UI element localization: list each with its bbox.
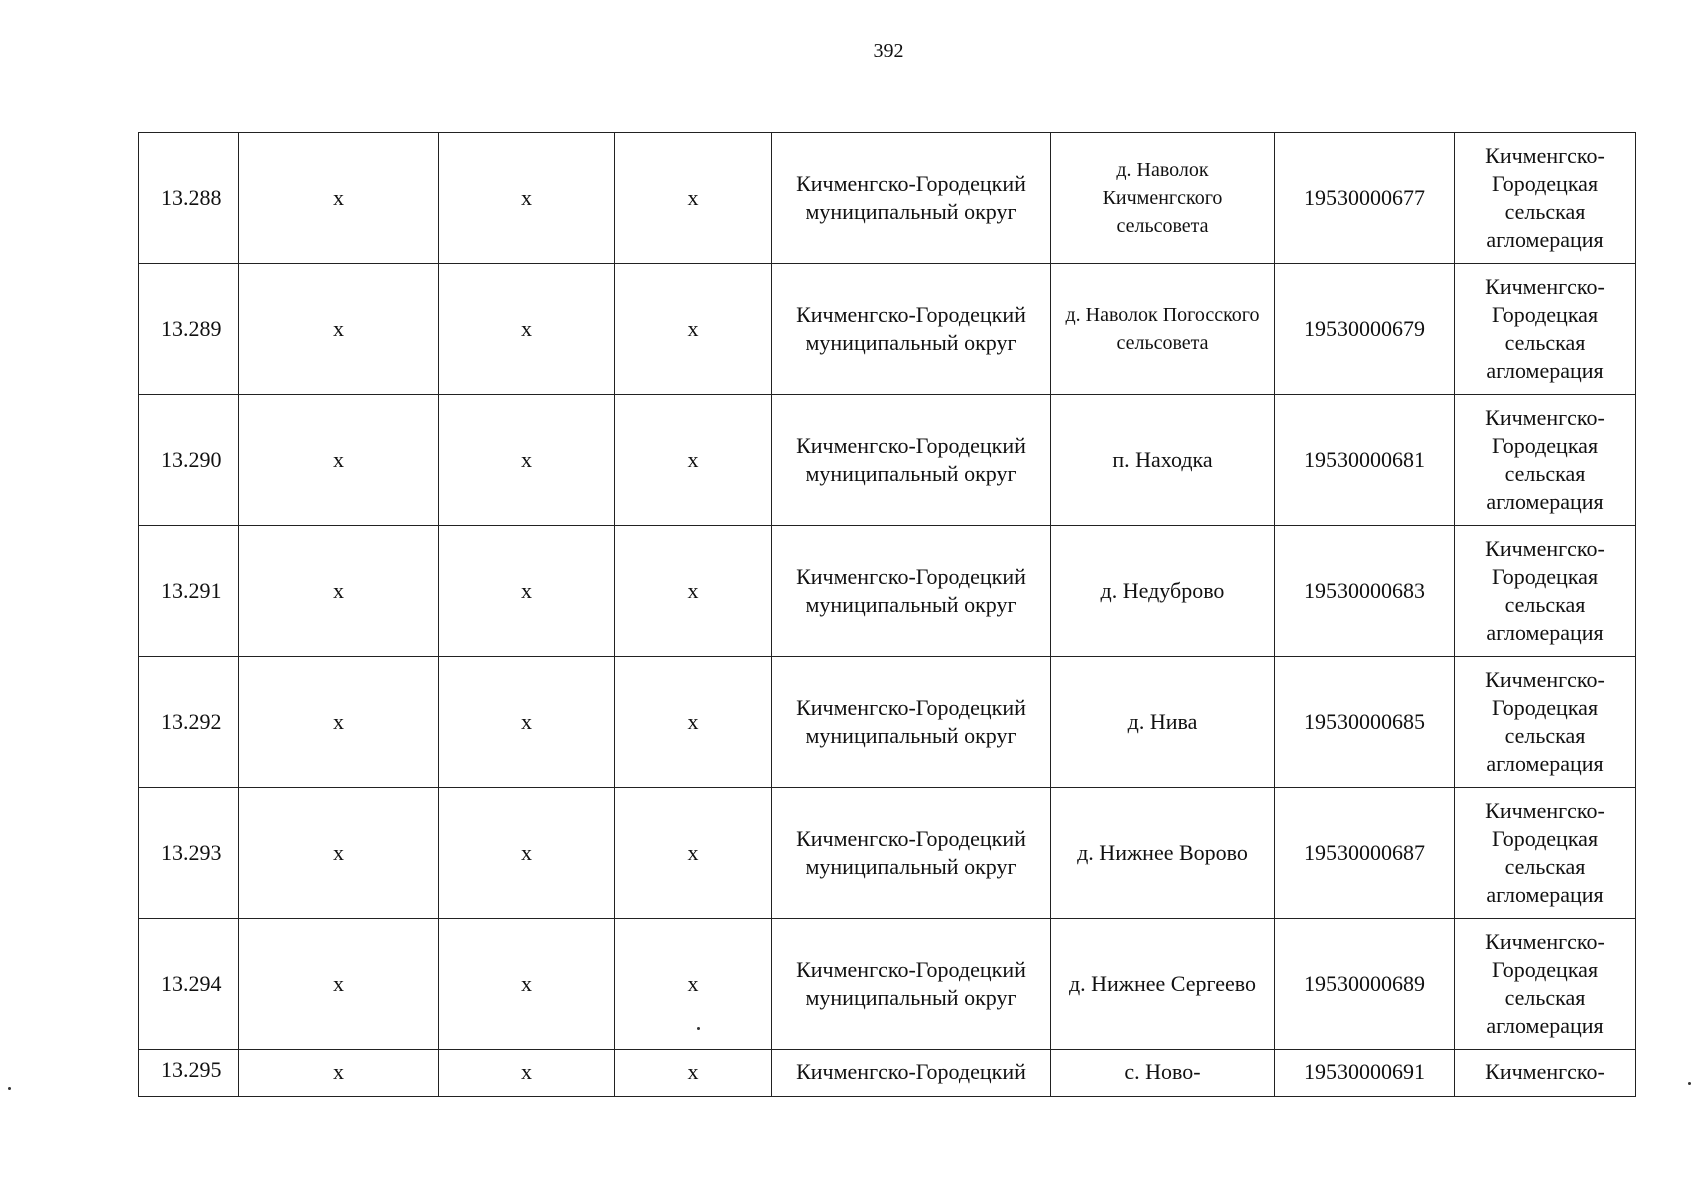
cell-x: x	[615, 264, 772, 395]
scan-speck	[697, 1027, 700, 1030]
table-row	[139, 657, 1636, 788]
scan-speck	[8, 1087, 11, 1090]
row-number: 13.289	[139, 264, 239, 395]
row-number: 13.288	[139, 133, 239, 264]
table-row	[139, 395, 1636, 526]
code-cell: 19530000681	[1275, 395, 1455, 526]
cell-x: x	[239, 526, 439, 657]
agglomeration-cell: Кичменгско-Городецкая сельская агломерация	[1455, 788, 1636, 919]
cell-x: x	[239, 657, 439, 788]
agglomeration-cell: Кичменгско-Городецкая сельская агломерация	[1455, 395, 1636, 526]
table-row	[139, 1050, 1636, 1097]
district-cell: Кичменгско-Городецкий муниципальный округ	[772, 264, 1051, 395]
cell-x: x	[439, 526, 615, 657]
locality-cell: с. Ново-	[1051, 1050, 1275, 1097]
cell-x: x	[439, 919, 615, 1050]
locality-cell: д. Наволок Погосского сельсовета	[1051, 264, 1275, 395]
agglomeration-cell: Кичменгско-Городецкая сельская агломерация	[1455, 133, 1636, 264]
row-number: 13.294	[139, 919, 239, 1050]
scan-speck	[1688, 1082, 1691, 1085]
row-number: 13.291	[139, 526, 239, 657]
agglomeration-cell: Кичменгско-Городецкая сельская агломерация	[1455, 264, 1636, 395]
code-cell: 19530000691	[1275, 1050, 1455, 1097]
row-number: 13.293	[139, 788, 239, 919]
district-cell: Кичменгско-Городецкий муниципальный округ	[772, 395, 1051, 526]
district-cell: Кичменгско-Городецкий муниципальный округ	[772, 657, 1051, 788]
code-cell: 19530000683	[1275, 526, 1455, 657]
row-number: 13.290	[139, 395, 239, 526]
table-row	[139, 919, 1636, 1050]
locality-cell: д. Нива	[1051, 657, 1275, 788]
cell-x: x	[439, 1050, 615, 1097]
row-number: 13.292	[139, 657, 239, 788]
code-cell: 19530000677	[1275, 133, 1455, 264]
cell-x: x	[239, 788, 439, 919]
cell-x: x	[615, 395, 772, 526]
agglomeration-cell: Кичменгско-Городецкая сельская агломерация	[1455, 657, 1636, 788]
table-row	[139, 264, 1636, 395]
district-cell: Кичменгско-Городецкий	[772, 1050, 1051, 1097]
district-cell: Кичменгско-Городецкий муниципальный округ	[772, 133, 1051, 264]
code-cell: 19530000679	[1275, 264, 1455, 395]
cell-x: x	[615, 1050, 772, 1097]
locality-cell: д. Нижнее Сергеево	[1051, 919, 1275, 1050]
cell-x: x	[239, 133, 439, 264]
cell-x: x	[615, 788, 772, 919]
cell-x: x	[615, 526, 772, 657]
cell-x: x	[439, 264, 615, 395]
cell-x: x	[439, 395, 615, 526]
district-cell: Кичменгско-Городецкий муниципальный округ	[772, 526, 1051, 657]
code-cell: 19530000687	[1275, 788, 1455, 919]
cell-x: x	[239, 395, 439, 526]
cell-x: x	[439, 788, 615, 919]
district-cell: Кичменгско-Городецкий муниципальный округ	[772, 788, 1051, 919]
row-number: 13.295	[139, 1050, 239, 1097]
locality-cell: д. Нижнее Ворово	[1051, 788, 1275, 919]
locality-cell: д. Наволок Кичменгского сельсовета	[1051, 133, 1275, 264]
code-cell: 19530000689	[1275, 919, 1455, 1050]
agglomeration-cell: Кичменгско-	[1455, 1050, 1636, 1097]
table-row	[139, 788, 1636, 919]
cell-x: x	[239, 264, 439, 395]
settlements-table	[138, 132, 1635, 1097]
cell-x: x	[239, 1050, 439, 1097]
cell-x: x	[615, 133, 772, 264]
agglomeration-cell: Кичменгско-Городецкая сельская агломерация	[1455, 526, 1636, 657]
locality-cell: п. Находка	[1051, 395, 1275, 526]
cell-x: x	[239, 919, 439, 1050]
cell-x: x	[615, 919, 772, 1050]
table-row	[139, 526, 1636, 657]
cell-x: x	[615, 657, 772, 788]
code-cell: 19530000685	[1275, 657, 1455, 788]
cell-x: x	[439, 133, 615, 264]
locality-cell: д. Недуброво	[1051, 526, 1275, 657]
cell-x: x	[439, 657, 615, 788]
district-cell: Кичменгско-Городецкий муниципальный округ	[772, 919, 1051, 1050]
table-row	[139, 133, 1636, 264]
agglomeration-cell: Кичменгско-Городецкая сельская агломерация	[1455, 919, 1636, 1050]
page-number: 392	[873, 40, 904, 62]
